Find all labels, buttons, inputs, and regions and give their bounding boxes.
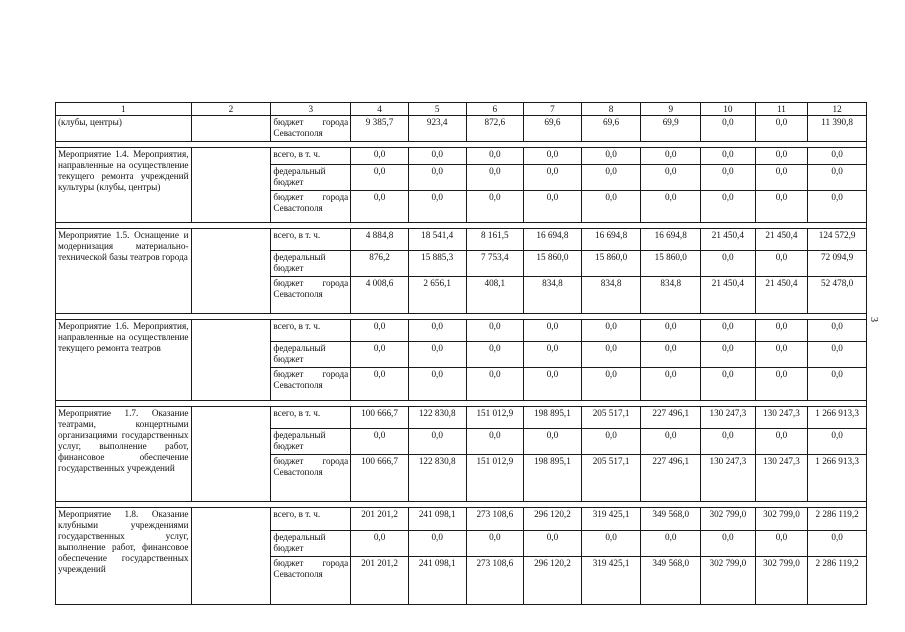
amount-cell-col-4: 100 666,7: [351, 407, 409, 429]
amount-cell-col-9: 349 568,0: [641, 508, 701, 531]
column-2-cell: [191, 320, 271, 401]
amount-cell-col-6: 273 108,6: [466, 508, 524, 531]
amount-cell-col-5: 0,0: [408, 429, 466, 455]
funding-source: федеральный бюджет: [271, 531, 351, 557]
amount-cell-col-7: 296 120,2: [524, 508, 582, 531]
amount-cell-col-12: 2 286 119,2: [808, 508, 867, 531]
header-cell-12: 12: [808, 103, 867, 116]
amount-cell-col-11: 0,0: [755, 320, 808, 342]
amount-cell-col-4: 201 201,2: [351, 557, 409, 605]
page-number-mark: 3: [868, 317, 879, 322]
amount-cell-col-10: 130 247,3: [701, 407, 756, 429]
amount-cell-col-12: 0,0: [808, 148, 867, 165]
amount-cell-col-8: 16 694,8: [581, 229, 641, 251]
budget-table-page: [55, 102, 867, 605]
column-2-cell: [191, 116, 271, 142]
amount-cell-col-7: 198 895,1: [524, 407, 582, 429]
amount-cell-col-10: 302 799,0: [701, 557, 756, 605]
amount-cell-col-10: 0,0: [701, 531, 756, 557]
amount-cell-col-8: 319 425,1: [581, 508, 641, 531]
amount-cell-col-6: 0,0: [466, 531, 524, 557]
amount-cell-col-10: 21 450,4: [701, 277, 756, 314]
funding-source: бюджет города Севастополя: [271, 116, 351, 142]
table-row: [56, 407, 867, 429]
amount-cell-col-4: 0,0: [351, 165, 409, 191]
amount-cell-col-10: 0,0: [701, 191, 756, 223]
amount-cell-col-5: 0,0: [408, 148, 466, 165]
funding-source: федеральный бюджет: [271, 429, 351, 455]
amount-cell-col-11: 130 247,3: [755, 455, 808, 502]
amount-cell-col-8: 0,0: [581, 191, 641, 223]
amount-cell-col-9: 16 694,8: [641, 229, 701, 251]
amount-cell-col-11: 21 450,4: [755, 277, 808, 314]
amount-cell-col-6: 0,0: [466, 368, 524, 401]
table-row: [56, 508, 867, 531]
amount-cell-col-4: 0,0: [351, 531, 409, 557]
amount-cell-col-12: 0,0: [808, 429, 867, 455]
amount-cell-col-6: 872,6: [466, 116, 524, 142]
amount-cell-col-9: 0,0: [641, 191, 701, 223]
amount-cell-col-5: 15 885,3: [408, 251, 466, 277]
amount-cell-col-10: 0,0: [701, 368, 756, 401]
amount-cell-col-11: 0,0: [755, 165, 808, 191]
amount-cell-col-9: 227 496,1: [641, 407, 701, 429]
funding-source: всего, в т. ч.: [271, 229, 351, 251]
amount-cell-col-9: 227 496,1: [641, 455, 701, 502]
column-2-cell: [191, 407, 271, 502]
amount-cell-col-5: 122 830,8: [408, 407, 466, 429]
amount-cell-col-4: 4 008,6: [351, 277, 409, 314]
amount-cell-col-8: 15 860,0: [581, 251, 641, 277]
funding-source: всего, в т. ч.: [271, 407, 351, 429]
amount-cell-col-5: 0,0: [408, 165, 466, 191]
header-cell-9: 9: [641, 103, 701, 116]
amount-cell-col-6: 7 753,4: [466, 251, 524, 277]
amount-cell-col-6: 0,0: [466, 165, 524, 191]
column-2-cell: [191, 148, 271, 223]
activity-description: (клубы, центры): [56, 116, 192, 142]
amount-cell-col-7: 0,0: [524, 191, 582, 223]
amount-cell-col-9: 0,0: [641, 531, 701, 557]
amount-cell-col-11: 0,0: [755, 429, 808, 455]
amount-cell-col-5: 18 541,4: [408, 229, 466, 251]
amount-cell-col-10: 302 799,0: [701, 508, 756, 531]
amount-cell-col-8: 0,0: [581, 165, 641, 191]
amount-cell-col-12: 72 094,9: [808, 251, 867, 277]
funding-source: федеральный бюджет: [271, 251, 351, 277]
amount-cell-col-6: 273 108,6: [466, 557, 524, 605]
amount-cell-col-7: 834,8: [524, 277, 582, 314]
activity-description: Мероприятие 1.8. Оказание клубными учреждениями государственных услуг, выполнение работ, финансовое обеспечение государственных учреждений: [56, 508, 192, 605]
amount-cell-col-10: 21 450,4: [701, 229, 756, 251]
amount-cell-col-12: 0,0: [808, 320, 867, 342]
amount-cell-col-9: 0,0: [641, 342, 701, 368]
amount-cell-col-7: 15 860,0: [524, 251, 582, 277]
amount-cell-col-6: 151 012,9: [466, 455, 524, 502]
amount-cell-col-8: 319 425,1: [581, 557, 641, 605]
amount-cell-col-4: 0,0: [351, 320, 409, 342]
amount-cell-col-6: 8 161,5: [466, 229, 524, 251]
amount-cell-col-12: 1 266 913,3: [808, 407, 867, 429]
amount-cell-col-8: 0,0: [581, 368, 641, 401]
amount-cell-col-6: 408,1: [466, 277, 524, 314]
amount-cell-col-10: 0,0: [701, 429, 756, 455]
amount-cell-col-11: 21 450,4: [755, 229, 808, 251]
amount-cell-col-12: 11 390,8: [808, 116, 867, 142]
amount-cell-col-5: 122 830,8: [408, 455, 466, 502]
table-row: [56, 116, 867, 142]
header-cell-5: 5: [408, 103, 466, 116]
amount-cell-col-5: 241 098,1: [408, 557, 466, 605]
amount-cell-col-6: 0,0: [466, 191, 524, 223]
amount-cell-col-5: 0,0: [408, 342, 466, 368]
activity-description: Мероприятие 1.5. Оснащение и модернизация материально-технической базы театров города: [56, 229, 192, 314]
amount-cell-col-7: 69,6: [524, 116, 582, 142]
amount-cell-col-10: 130 247,3: [701, 455, 756, 502]
funding-source: всего, в т. ч.: [271, 148, 351, 165]
amount-cell-col-4: 876,2: [351, 251, 409, 277]
amount-cell-col-8: 834,8: [581, 277, 641, 314]
amount-cell-col-6: 151 012,9: [466, 407, 524, 429]
amount-cell-col-12: 0,0: [808, 368, 867, 401]
funding-source: бюджет города Севастополя: [271, 277, 351, 314]
amount-cell-col-11: 0,0: [755, 191, 808, 223]
funding-source: всего, в т. ч.: [271, 508, 351, 531]
amount-cell-col-7: 198 895,1: [524, 455, 582, 502]
header-cell-4: 4: [351, 103, 409, 116]
amount-cell-col-10: 0,0: [701, 342, 756, 368]
column-2-cell: [191, 229, 271, 314]
amount-cell-col-9: 69,9: [641, 116, 701, 142]
table-row: [56, 320, 867, 342]
amount-cell-col-11: 0,0: [755, 251, 808, 277]
amount-cell-col-5: 0,0: [408, 531, 466, 557]
amount-cell-col-4: 0,0: [351, 429, 409, 455]
table-row: [56, 229, 867, 251]
budget-table: [55, 102, 867, 605]
amount-cell-col-9: 0,0: [641, 320, 701, 342]
amount-cell-col-6: 0,0: [466, 342, 524, 368]
funding-source: бюджет города Севастополя: [271, 557, 351, 605]
amount-cell-col-4: 201 201,2: [351, 508, 409, 531]
amount-cell-col-4: 9 385,7: [351, 116, 409, 142]
amount-cell-col-8: 0,0: [581, 531, 641, 557]
amount-cell-col-7: 296 120,2: [524, 557, 582, 605]
header-cell-10: 10: [701, 103, 756, 116]
amount-cell-col-8: 0,0: [581, 429, 641, 455]
amount-cell-col-9: 0,0: [641, 368, 701, 401]
amount-cell-col-11: 0,0: [755, 531, 808, 557]
table-row: [56, 148, 867, 165]
amount-cell-col-4: 0,0: [351, 148, 409, 165]
header-cell-3: 3: [271, 103, 351, 116]
amount-cell-col-5: 0,0: [408, 320, 466, 342]
amount-cell-col-4: 100 666,7: [351, 455, 409, 502]
header-cell-6: 6: [466, 103, 524, 116]
funding-source: федеральный бюджет: [271, 342, 351, 368]
amount-cell-col-12: 0,0: [808, 342, 867, 368]
funding-source: бюджет города Севастополя: [271, 191, 351, 223]
amount-cell-col-7: 0,0: [524, 148, 582, 165]
amount-cell-col-12: 52 478,0: [808, 277, 867, 314]
amount-cell-col-11: 302 799,0: [755, 508, 808, 531]
amount-cell-col-5: 2 656,1: [408, 277, 466, 314]
amount-cell-col-6: 0,0: [466, 429, 524, 455]
activity-description: Мероприятие 1.7. Оказание театрами, концертными организациями государственных услуг, выполнение работ, финансовое обеспечение государственных учреждений: [56, 407, 192, 502]
amount-cell-col-11: 0,0: [755, 368, 808, 401]
amount-cell-col-12: 0,0: [808, 165, 867, 191]
amount-cell-col-11: 130 247,3: [755, 407, 808, 429]
funding-source: бюджет города Севастополя: [271, 455, 351, 502]
amount-cell-col-9: 349 568,0: [641, 557, 701, 605]
amount-cell-col-4: 0,0: [351, 368, 409, 401]
amount-cell-col-4: 0,0: [351, 342, 409, 368]
activity-description: Мероприятие 1.6. Мероприятия, направленные на осуществление текущего ремонта театров: [56, 320, 192, 401]
funding-source: бюджет города Севастополя: [271, 368, 351, 401]
amount-cell-col-11: 0,0: [755, 116, 808, 142]
amount-cell-col-9: 15 860,0: [641, 251, 701, 277]
header-cell-8: 8: [581, 103, 641, 116]
amount-cell-col-12: 0,0: [808, 191, 867, 223]
funding-source: всего, в т. ч.: [271, 320, 351, 342]
amount-cell-col-4: 0,0: [351, 191, 409, 223]
amount-cell-col-8: 0,0: [581, 320, 641, 342]
amount-cell-col-11: 0,0: [755, 342, 808, 368]
amount-cell-col-6: 0,0: [466, 148, 524, 165]
amount-cell-col-9: 834,8: [641, 277, 701, 314]
amount-cell-col-5: 0,0: [408, 191, 466, 223]
amount-cell-col-12: 2 286 119,2: [808, 557, 867, 605]
amount-cell-col-7: 0,0: [524, 531, 582, 557]
amount-cell-col-8: 205 517,1: [581, 455, 641, 502]
amount-cell-col-7: 0,0: [524, 342, 582, 368]
header-cell-7: 7: [524, 103, 582, 116]
column-2-cell: [191, 508, 271, 605]
amount-cell-col-10: 0,0: [701, 320, 756, 342]
amount-cell-col-7: 0,0: [524, 368, 582, 401]
amount-cell-col-8: 0,0: [581, 342, 641, 368]
amount-cell-col-5: 241 098,1: [408, 508, 466, 531]
header-cell-1: 1: [56, 103, 192, 116]
activity-description: Мероприятие 1.4. Мероприятия, направленные на осуществление текущего ремонта учреждений культуры (клубы, центры): [56, 148, 192, 223]
amount-cell-col-7: 16 694,8: [524, 229, 582, 251]
amount-cell-col-12: 1 266 913,3: [808, 455, 867, 502]
header-cell-11: 11: [755, 103, 808, 116]
amount-cell-col-11: 0,0: [755, 148, 808, 165]
amount-cell-col-4: 4 884,8: [351, 229, 409, 251]
header-cell-2: 2: [191, 103, 271, 116]
amount-cell-col-12: 124 572,9: [808, 229, 867, 251]
amount-cell-col-10: 0,0: [701, 165, 756, 191]
header-row: [56, 103, 867, 116]
amount-cell-col-10: 0,0: [701, 148, 756, 165]
amount-cell-col-9: 0,0: [641, 165, 701, 191]
amount-cell-col-7: 0,0: [524, 429, 582, 455]
amount-cell-col-9: 0,0: [641, 429, 701, 455]
amount-cell-col-6: 0,0: [466, 320, 524, 342]
amount-cell-col-7: 0,0: [524, 165, 582, 191]
amount-cell-col-8: 205 517,1: [581, 407, 641, 429]
funding-source: федеральный бюджет: [271, 165, 351, 191]
amount-cell-col-12: 0,0: [808, 531, 867, 557]
amount-cell-col-5: 923,4: [408, 116, 466, 142]
amount-cell-col-9: 0,0: [641, 148, 701, 165]
amount-cell-col-11: 302 799,0: [755, 557, 808, 605]
amount-cell-col-5: 0,0: [408, 368, 466, 401]
amount-cell-col-8: 0,0: [581, 148, 641, 165]
amount-cell-col-7: 0,0: [524, 320, 582, 342]
amount-cell-col-8: 69,6: [581, 116, 641, 142]
amount-cell-col-10: 0,0: [701, 251, 756, 277]
amount-cell-col-10: 0,0: [701, 116, 756, 142]
